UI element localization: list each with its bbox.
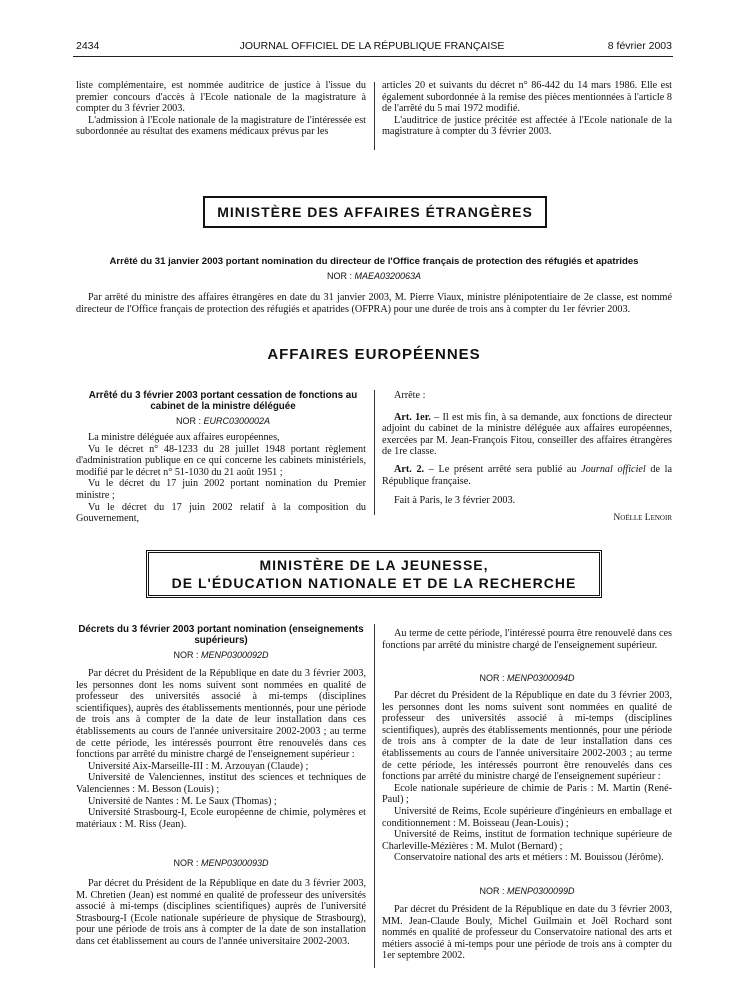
article-text: – Le présent arrêté sera publié au xyxy=(424,463,582,475)
ministry-box-foreign-affairs xyxy=(203,196,547,228)
paragraph: Vu le décret du 17 juin 2002 relatif à la composition du Gouvernement, xyxy=(76,501,366,525)
menr-right-column-a xyxy=(382,628,672,651)
nor-line xyxy=(76,650,366,660)
paragraph: Vu le décret du 17 juin 2002 portant nomination du Premier ministre ; xyxy=(76,478,366,501)
arrete-line: Arrête : xyxy=(394,390,426,401)
paragraph: articles 20 et suivants du décret n° 86-442 du 14 mars 1986. Elle est également subordonnée à la remise des pièces mentionnées à l'article 8 de l'arrêté du 5 mai 1972 modifié. xyxy=(382,80,672,115)
nor-label: NOR : xyxy=(479,673,505,683)
nor-line xyxy=(382,886,672,896)
nor-label: NOR : xyxy=(173,858,199,868)
page-number: 2434 xyxy=(76,40,100,52)
paragraph: L'admission à l'Ecole nationale de la magistrature de l'intéressée est subordonnée au résultat des examens médicaux prévus par les xyxy=(76,114,366,138)
paragraph: Au terme de cette période, l'intéressé pourra être renouvelé dans ces fonctions par arrêté du ministre chargé de l'enseignement supérieur. xyxy=(382,628,672,651)
page-date: 8 février 2003 xyxy=(607,40,672,52)
paragraph: L'auditrice de justice précitée est affectée à l'Ecole nationale de la magistrature à compter du 3 février 2003. xyxy=(382,114,672,138)
nor-code: MENP0300092D xyxy=(200,650,269,660)
article-text: – Il est mis fin, à sa demande, aux fonctions de directeur adjoint du cabinet de la ministre déléguée aux affaires européennes, exercées par M. Jean-François Fitou, conseiller des affaires étrangères de 1re classe. xyxy=(382,411,672,458)
list-item: Université de Valenciennes, institut des sciences et techniques de Valenciennes : M. Besson (Louis) ; xyxy=(76,772,366,795)
list-item: Université Aix-Marseille-III : M. Arzouyan (Claude) ; xyxy=(88,760,309,772)
signature: Noëlle Lenoir xyxy=(613,512,672,523)
top-left-column xyxy=(76,80,366,138)
nor-label: NOR : xyxy=(326,271,352,281)
journal-title: JOURNAL OFFICIEL DE LA RÉPUBLIQUE FRANÇAISE xyxy=(239,40,505,52)
paragraph: Par décret du Président de la République en date du 3 février 2003, M. Chretien (Jean) est nommé en qualité de professeur des universités associé à mi-temps (disciplines scientifiques) auprès de l'université Strasbourg-I (Ecole nationale supérieure de physique de Strasbourg), pour une période de trois ans à compter de la date de son installation dans cet établissement au cours de l'année universitaire 2002-2003. xyxy=(76,878,366,947)
nor-label: NOR : xyxy=(479,886,505,896)
nor-code: MAEA0320063A xyxy=(354,271,422,281)
mae-body xyxy=(76,292,672,315)
article-text: de la République française. xyxy=(382,463,673,487)
article-label: Art. 1er. xyxy=(394,411,431,423)
journal-officiel-italic: Journal officiel xyxy=(581,463,646,475)
column-divider xyxy=(374,82,375,150)
nor-code: MENP0300099D xyxy=(506,886,575,896)
nor-code: EURC0300002A xyxy=(203,416,271,426)
list-item: Université de Reims, Ecole supérieure d'ingénieurs en emballage et conditionnement : M. Boisseau (Jean-Louis) ; xyxy=(382,805,672,829)
arrete-title: Arrêté du 31 janvier 2003 portant nomination du directeur de l'Office français de protection des réfugiés et apatrides xyxy=(109,256,639,267)
list-item: Ecole nationale supérieure de chimie de Paris : M. Martin (René-Paul) ; xyxy=(382,782,672,806)
nor-line xyxy=(88,416,358,426)
paragraph: Vu le décret n° 48-1233 du 28 juillet 1948 portant règlement d'administration publique en ce qui concerne les cabinets ministériels, modifié par le décret n° 51-1030 du 21 août 1951 ; xyxy=(76,443,366,478)
paragraph: La ministre déléguée aux affaires européennes, xyxy=(88,432,280,443)
paragraph: Par décret du Président de la République en date du 3 février 2003, les personnes dont les noms suivent sont nommées en qualité de professeur des universités associé à mi-temps (disciplines scientifiques), auprès des établissements mentionnés, pour une période de trois ans à compter de la date de leur installation dans ces établissements au cours de l'année universitaire 2002-2003 ; au terme de cette période, les intéressés pourront être renouvelés dans ces fonctions par arrêté du ministre chargé de l'enseignement supérieur : xyxy=(382,690,672,783)
paragraph: Par arrêté du ministre des affaires étrangères en date du 31 janvier 2003, M. Pierre Viaux, ministre plénipotentiaire de 2e classe, est nommé directeur de l'Office français de protection des réfugiés et apatrides (OFPRA) pour une durée de trois ans à compter du 1er février 2003. xyxy=(76,292,672,315)
menr-right-column-b xyxy=(382,690,672,864)
nor-line xyxy=(76,858,366,868)
ae-left-column xyxy=(76,432,366,525)
paragraph: Par décret du Président de la République en date du 3 février 2003, les personnes dont les noms suivent sont nommées en qualité de professeur des universités associé à mi-temps (disciplines scientifiques), auprès des établissements mentionnés, pour une période de trois ans à compter de la date de leur installation dans ces établissements au cours de l'année universitaire 2002-2003 ; au terme de cette période, les intéressés pourront être renouvelés dans ces fonctions par arrêté du ministre chargé de l'enseignement supérieur : xyxy=(76,668,366,761)
column-divider xyxy=(374,624,375,968)
nor-label: NOR : xyxy=(173,650,199,660)
menr-left-column-b xyxy=(76,878,366,948)
done-at: Fait à Paris, le 3 février 2003. xyxy=(394,495,516,507)
column-divider xyxy=(374,390,375,515)
nor-label: NOR : xyxy=(175,416,201,426)
ministry-title: MINISTÈRE DES AFFAIRES ÉTRANGÈRES xyxy=(217,204,533,220)
ministry-title-line-2: DE L'ÉDUCATION NATIONALE ET DE LA RECHERCHE xyxy=(171,575,577,591)
menr-left-column-a xyxy=(76,668,366,830)
list-item: Conservatoire national des arts et métiers : M. Bouissou (Jérôme). xyxy=(394,852,664,864)
ministry-box-education xyxy=(146,550,602,598)
decrets-title: Décrets du 3 février 2003 portant nomination (enseignements supérieurs) xyxy=(78,624,364,646)
nor-code: MENP0300094D xyxy=(506,673,575,683)
paragraph: Par décret du Président de la République en date du 3 février 2003, MM. Jean-Claude Bouly, Michel Guilmain et Joël Rochard sont nommés en qualité de professeur du Conservatoire national des arts et métiers associé à mi-temps pour une période de trois ans à compter du 1er septembre 2002. xyxy=(382,904,672,962)
nor-code: MENP0300093D xyxy=(200,858,269,868)
paragraph: liste complémentaire, est nommée auditrice de justice à l'issue du premier concours d'accès à l'Ecole nationale de la magistrature à compter du 3 février 2003. xyxy=(76,80,366,115)
top-right-column xyxy=(382,80,672,138)
nor-line xyxy=(382,673,672,683)
menr-right-column-c xyxy=(382,904,672,962)
article-1 xyxy=(382,412,672,458)
list-item: Université Strasbourg-I, Ecole européenne de chimie, polymères et matériaux : M. Riss (Jean). xyxy=(76,807,366,830)
article-label: Art. 2. xyxy=(394,463,425,475)
section-heading: AFFAIRES EUROPÉENNES xyxy=(267,346,481,363)
list-item: Université de Reims, institut de formation technique supérieure de Charleville-Mézières : M. Mulot (Bernard) ; xyxy=(382,829,672,852)
arrete-title: Arrêté du 3 février 2003 portant cessation de fonctions au cabinet de la ministre déléguée xyxy=(88,390,358,412)
ministry-title-line-1: MINISTÈRE DE LA JEUNESSE, xyxy=(259,557,489,573)
article-2 xyxy=(382,464,672,487)
ae-right-column xyxy=(382,390,672,524)
nor-line xyxy=(76,271,672,281)
list-item: Université de Nantes : M. Le Saux (Thomas) ; xyxy=(88,795,277,807)
header-rule xyxy=(73,56,673,57)
